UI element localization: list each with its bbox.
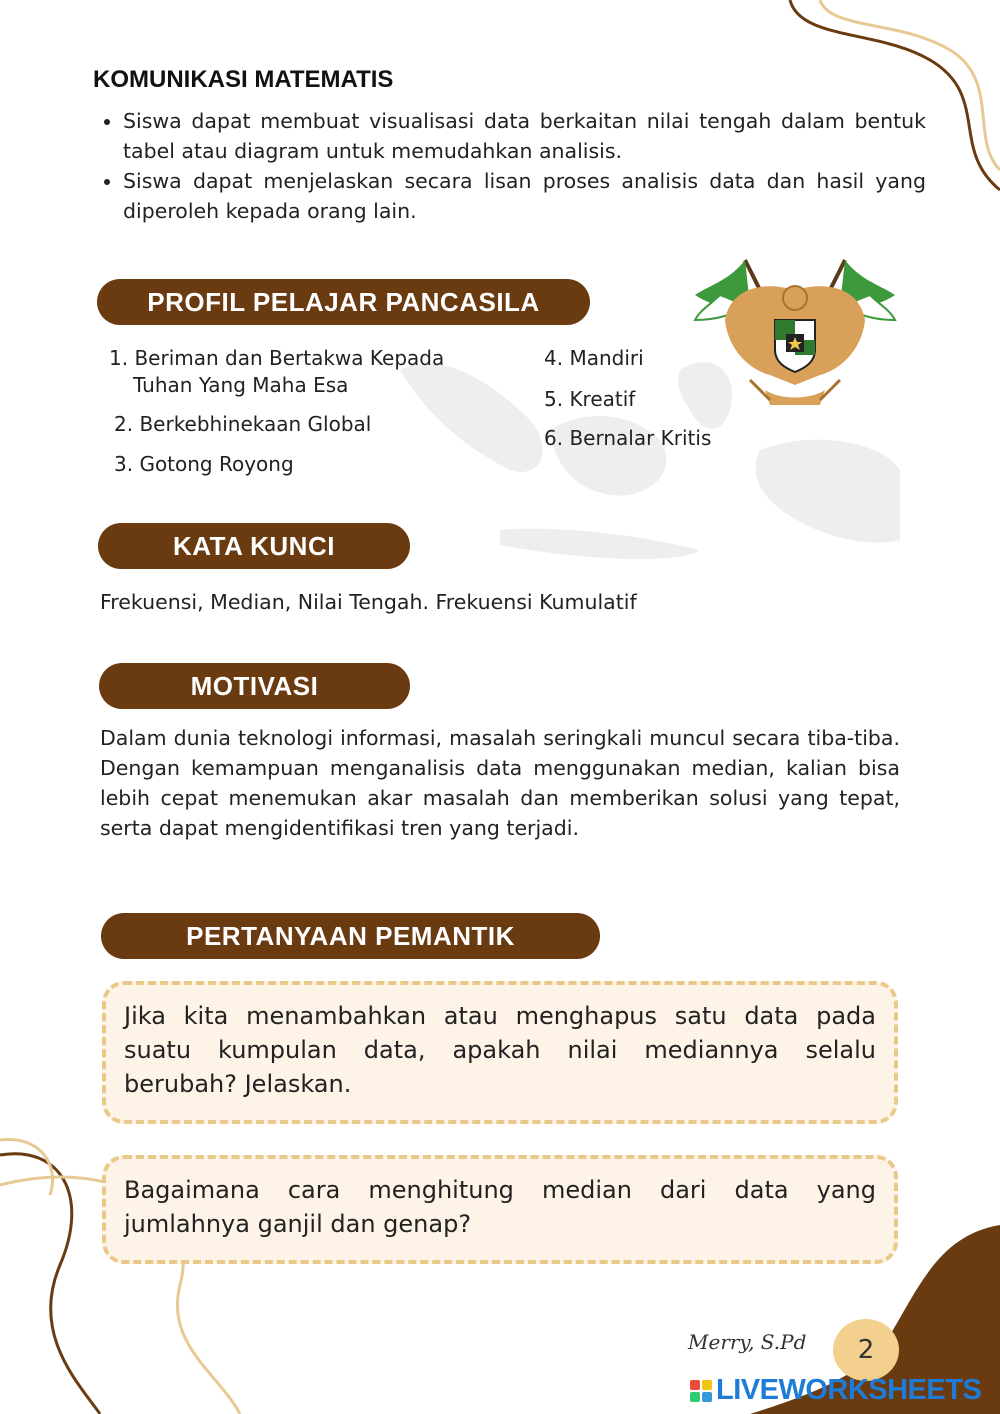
motivasi-paragraph: Dalam dunia teknologi informasi, masalah seringkali muncul secara tiba-tiba. Dengan kemampuan menganalisis data menggunakan median, kalian bisa lebih cepat menemukan akar masalah dan memberikan solusi yang tepat, serta dapat mengidentifikasi tren yang terjadi.: [100, 726, 900, 840]
profil-pill-header: [97, 279, 590, 325]
liveworksheets-logo-icon: [690, 1380, 712, 1402]
watermark-text: LIVEWORKSHEETS: [716, 1374, 982, 1406]
page-number-badge: [833, 1319, 899, 1381]
question-box: [102, 1155, 898, 1264]
profil-item: 3. Gotong Royong: [114, 452, 294, 476]
profil-title: PROFIL PELAJAR PANCASILA: [147, 286, 540, 317]
profil-item: 2. Berkebhinekaan Global: [114, 412, 372, 436]
kata-kunci-pill-header: [98, 523, 410, 569]
profil-item-continuation: Tuhan Yang Maha Esa: [133, 373, 349, 397]
motivasi-pill-header: [99, 663, 410, 709]
profil-item: 5. Kreatif: [544, 387, 636, 411]
komunikasi-bullet: • Siswa dapat membuat visualisasi data berkaitan nilai tengah dalam bentuk tabel atau diagram untuk memudahkan analisis.: [123, 106, 926, 166]
pertanyaan-pill-header: [101, 913, 600, 959]
komunikasi-bullet: • Siswa dapat menjelaskan secara lisan proses analisis data dan hasil yang diperoleh kepada orang lain.: [123, 166, 926, 226]
motivasi-title: MOTIVASI: [190, 670, 319, 701]
profil-item: 6. Bernalar Kritis: [544, 426, 712, 450]
kata-kunci-text: Frekuensi, Median, Nilai Tengah. Frekuensi Kumulatif: [100, 590, 637, 614]
komunikasi-bullet-list: [97, 106, 926, 226]
question-text: Jika kita menambahkan atau menghapus satu data pada suatu kumpulan data, apakah nilai mediannya selalu berubah? Jelaskan.: [124, 1002, 876, 1098]
question-box: [102, 981, 898, 1124]
kata-kunci-title: KATA KUNCI: [173, 530, 335, 561]
author-signature: Merry, S.Pd: [688, 1330, 807, 1354]
question-text: Bagaimana cara menghitung median dari data yang jumlahnya ganjil dan genap?: [124, 1176, 876, 1238]
pertanyaan-title: PERTANYAAN PEMANTIK: [186, 920, 515, 951]
garuda-emblem: [690, 250, 900, 415]
komunikasi-title: KOMUNIKASI MATEMATIS: [93, 66, 394, 93]
profil-item: 4. Mandiri: [544, 346, 644, 370]
profil-item: 1. Beriman dan Bertakwa Kepada: [109, 346, 445, 370]
page-number: 2: [857, 1335, 875, 1365]
liveworksheets-watermark: [690, 1374, 981, 1407]
